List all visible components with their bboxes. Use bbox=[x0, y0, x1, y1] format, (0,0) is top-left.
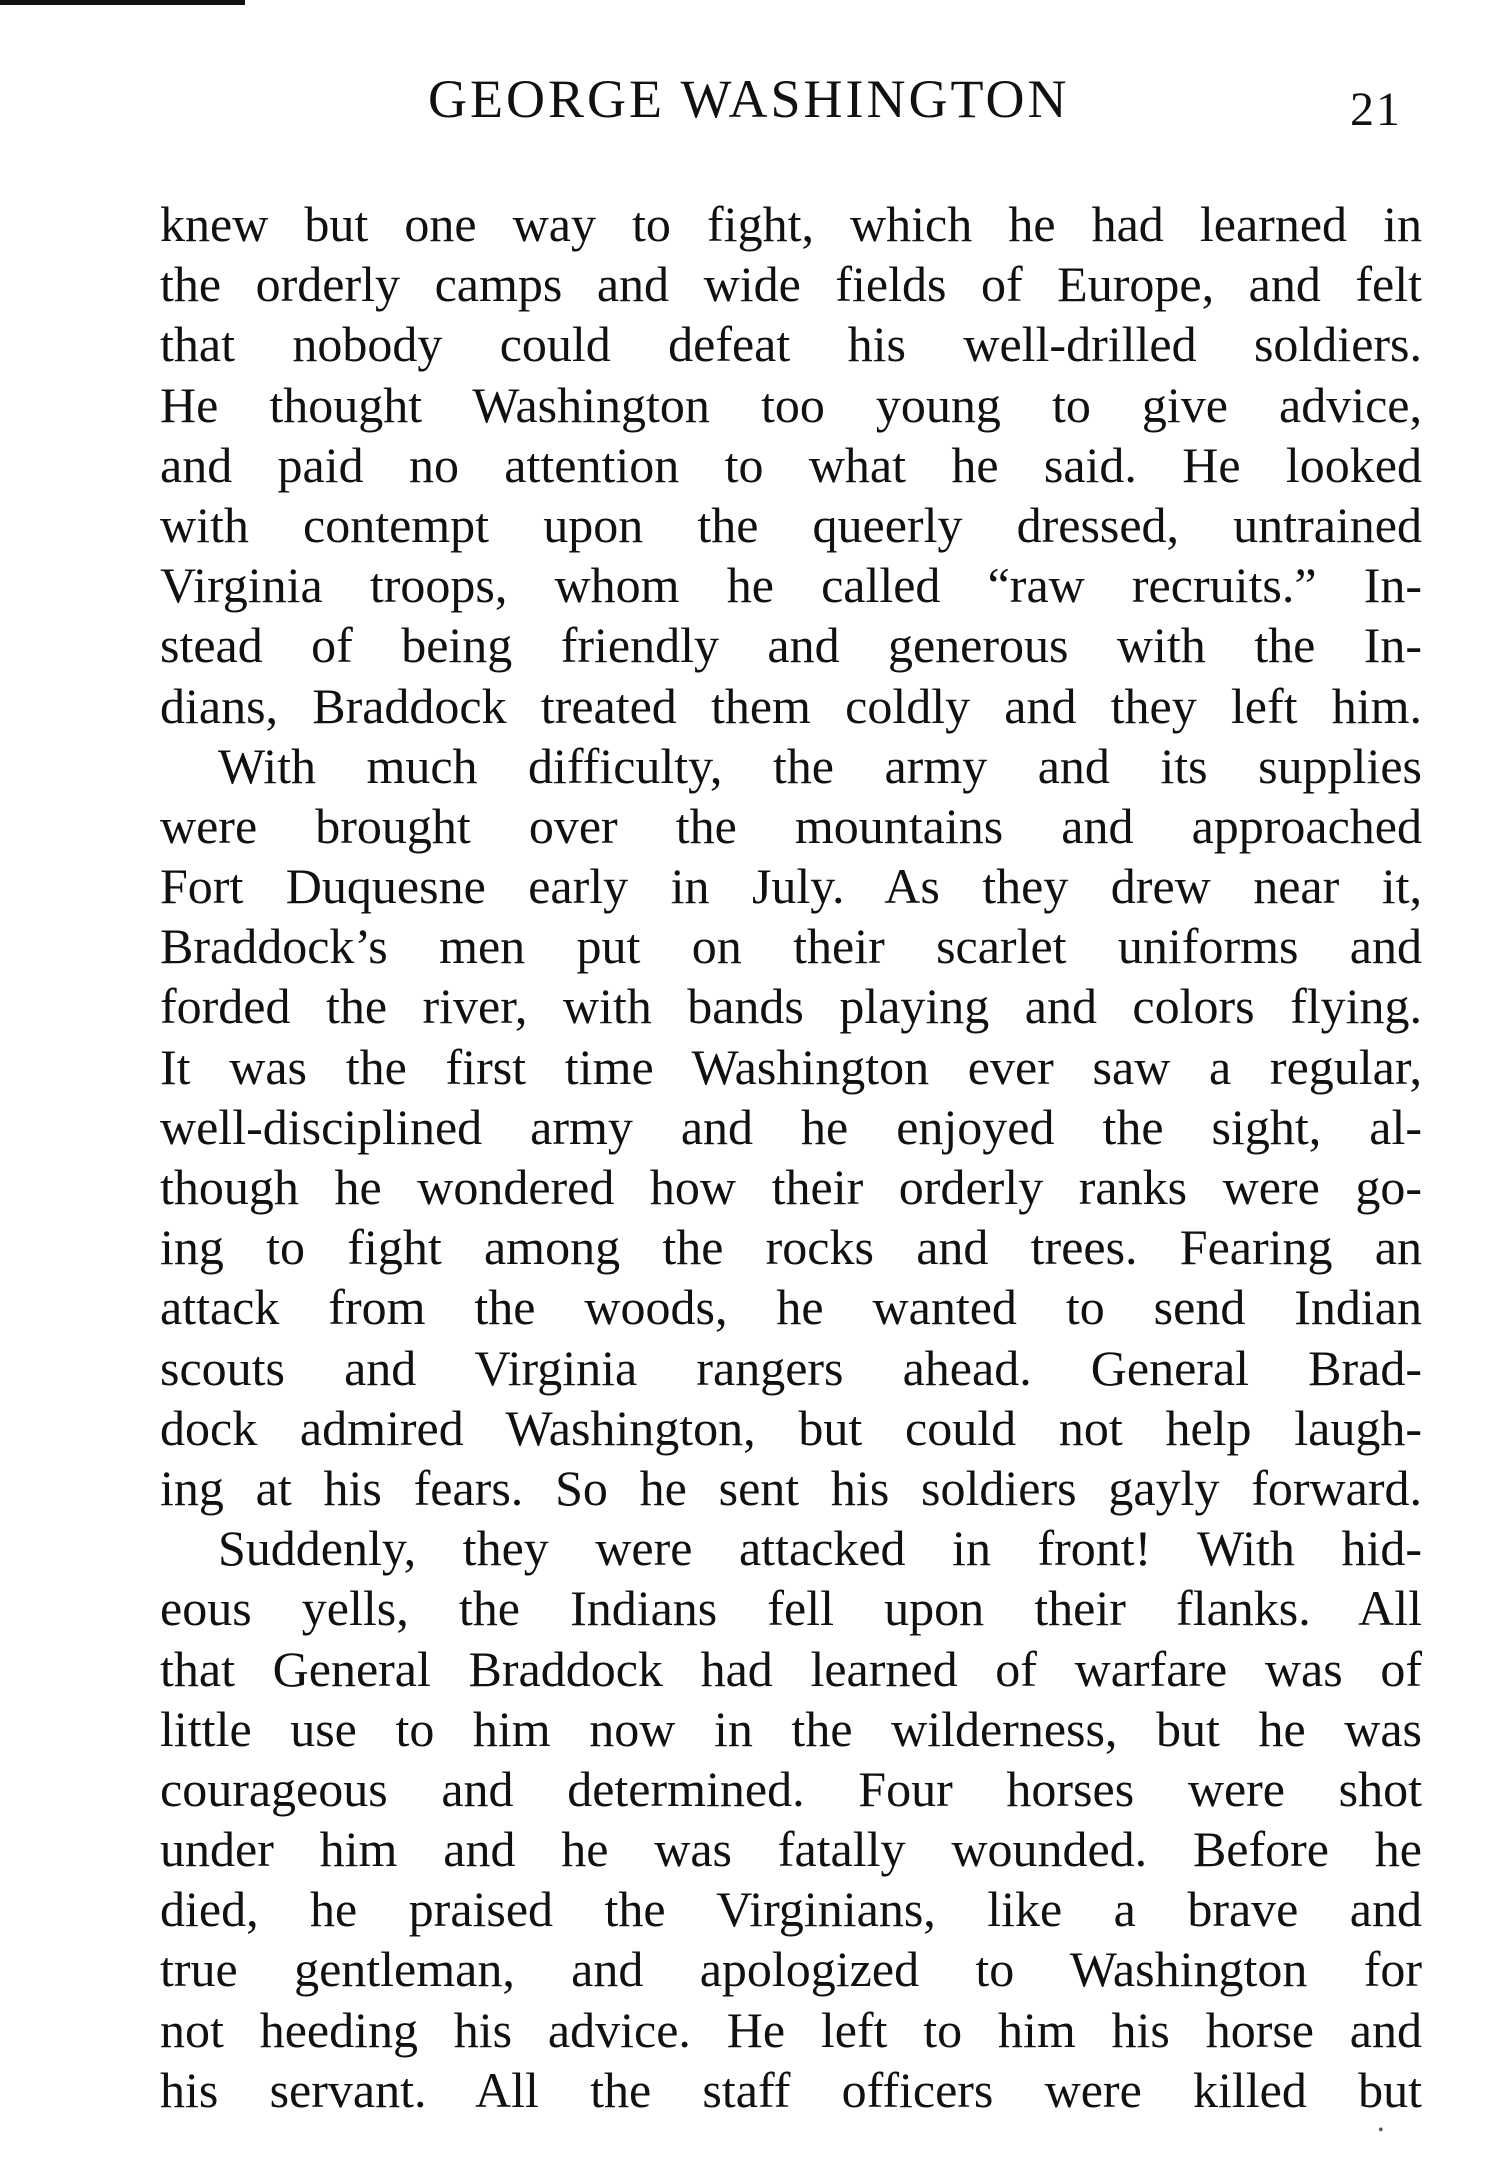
text-line: died, he praised the Virginians, like a brave and bbox=[160, 1881, 1422, 1938]
text-line: courageous and determined. Four horses were shot bbox=[160, 1760, 1422, 1817]
text-line: Braddock’s men put on their scarlet uniforms and bbox=[160, 918, 1422, 975]
text-line: With much difficulty, the army and its supplies bbox=[218, 737, 1422, 794]
text-line: Virginia troops, whom he called “raw recruits.” In- bbox=[160, 557, 1422, 614]
text-line: were brought over the mountains and approached bbox=[160, 797, 1422, 854]
text-line: and paid no attention to what he said. He looked bbox=[160, 436, 1422, 493]
running-head: GEORGE WASHINGTON bbox=[428, 69, 1070, 129]
text-line: scouts and Virginia rangers ahead. General Brad- bbox=[160, 1339, 1422, 1396]
text-line: that General Braddock had learned of warfare was of bbox=[160, 1640, 1422, 1697]
text-line: He thought Washington too young to give advice, bbox=[160, 376, 1422, 433]
text-line: Fort Duquesne early in July. As they drew near it, bbox=[160, 858, 1422, 915]
text-line: true gentleman, and apologized to Washington for bbox=[160, 1941, 1422, 1998]
text-line: Suddenly, they were attacked in front! With hid- bbox=[218, 1520, 1422, 1577]
text-line: his servant. All the staff officers were killed but bbox=[160, 2061, 1422, 2118]
text-line: ing at his fears. So he sent his soldiers gayly forward. bbox=[160, 1459, 1422, 1516]
print-speck: • bbox=[1378, 2122, 1384, 2139]
page-number: 21 bbox=[1350, 83, 1402, 136]
text-line: dians, Braddock treated them coldly and they left him. bbox=[160, 677, 1422, 734]
text-line: It was the first time Washington ever saw a regular, bbox=[160, 1038, 1422, 1095]
text-line: ing to fight among the rocks and trees. Fearing an bbox=[160, 1219, 1422, 1276]
body-text bbox=[160, 194, 1422, 2120]
text-line: though he wondered how their orderly ranks were go- bbox=[160, 1159, 1422, 1215]
text-line: with contempt upon the queerly dressed, untrained bbox=[160, 496, 1422, 553]
text-line: forded the river, with bands playing and colors flying. bbox=[160, 978, 1422, 1035]
text-line: not heeding his advice. He left to him his horse and bbox=[160, 2001, 1422, 2058]
text-line: that nobody could defeat his well-drilled soldiers. bbox=[160, 316, 1422, 373]
text-line: little use to him now in the wilderness, but he was bbox=[160, 1700, 1422, 1757]
text-line: well-disciplined army and he enjoyed the sight, al- bbox=[160, 1098, 1422, 1155]
text-line: dock admired Washington, but could not help laugh- bbox=[160, 1399, 1422, 1456]
text-line: eous yells, the Indians fell upon their flanks. All bbox=[160, 1580, 1422, 1637]
text-line: attack from the woods, he wanted to send Indian bbox=[160, 1279, 1422, 1336]
text-line: the orderly camps and wide fields of Europe, and felt bbox=[160, 256, 1422, 313]
text-line: stead of being friendly and generous with the In- bbox=[160, 617, 1422, 674]
text-line: knew but one way to fight, which he had learned in bbox=[160, 196, 1422, 252]
top-rule bbox=[0, 0, 245, 5]
text-line: under him and he was fatally wounded. Before he bbox=[160, 1821, 1422, 1878]
